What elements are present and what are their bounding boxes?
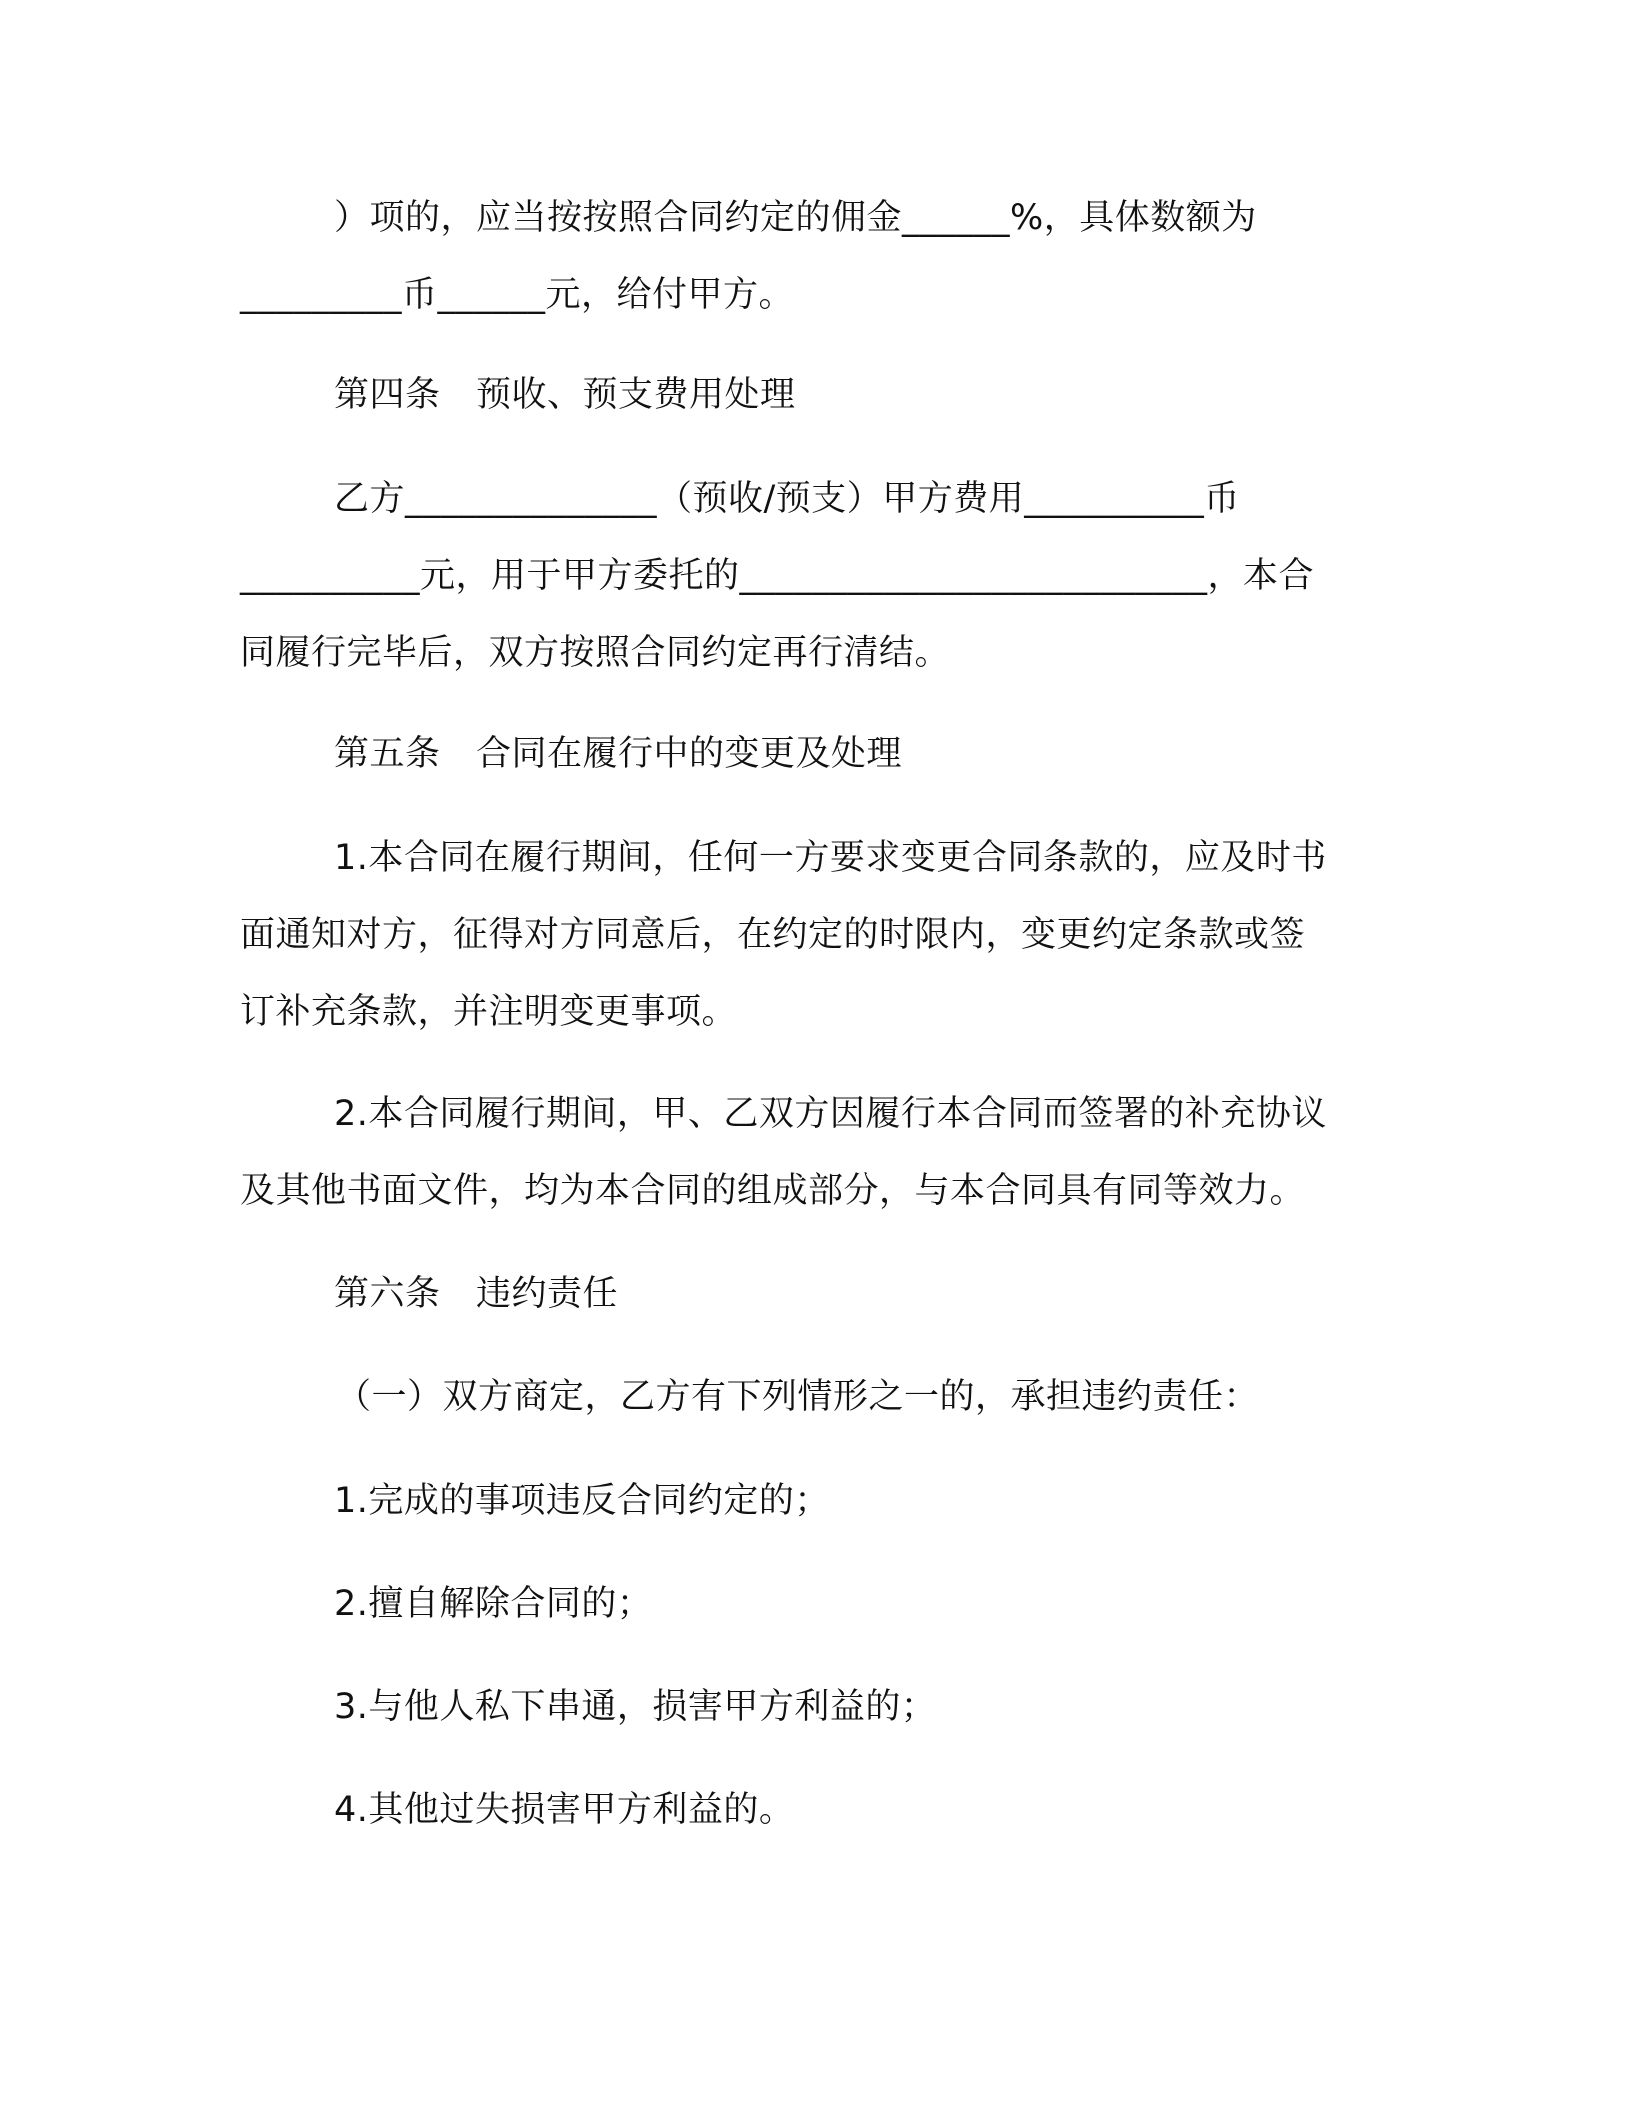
text-line: （一）双方商定，乙方有下列情形之一的，承担违约责任： (336, 1377, 1260, 1417)
text-line: 2.本合同履行期间，甲、乙双方因履行本合同而签署的补充协议 (334, 1094, 1327, 1134)
text-line: 及其他书面文件，均为本合同的组成部分，与本合同具有同等效力。 (240, 1171, 1306, 1211)
list-item: 4.其他过失损害甲方利益的。 (334, 1790, 795, 1830)
section-heading-5: 第五条 合同在履行中的变更及处理 (334, 734, 903, 774)
list-item: 1.完成的事项违反合同约定的； (334, 1481, 830, 1521)
text-line: 订补充条款，并注明变更事项。 (240, 992, 738, 1032)
list-item: 2.擅自解除合同的； (334, 1584, 653, 1624)
section-heading-6: 第六条 违约责任 (334, 1274, 619, 1314)
text-line: 同履行完毕后，双方按照合同约定再行清结。 (240, 633, 951, 673)
text-line: __________元，用于甲方委托的__________________________，本合 (240, 556, 1315, 596)
text-line: ）项的，应当按按照合同约定的佣金______%，具体数额为 (334, 198, 1257, 238)
list-item: 3.与他人私下串通，损害甲方利益的； (334, 1687, 937, 1727)
text-line: 1.本合同在履行期间，任何一方要求变更合同条款的，应及时书 (334, 838, 1327, 878)
text-line: 面通知对方，征得对方同意后，在约定的时限内，变更约定条款或签 (240, 915, 1306, 955)
section-heading-4: 第四条 预收、预支费用处理 (334, 375, 796, 415)
text-line: 乙方______________（预收/预支）甲方费用__________币 (334, 479, 1240, 519)
text-line: _________币______元，给付甲方。 (240, 275, 795, 315)
